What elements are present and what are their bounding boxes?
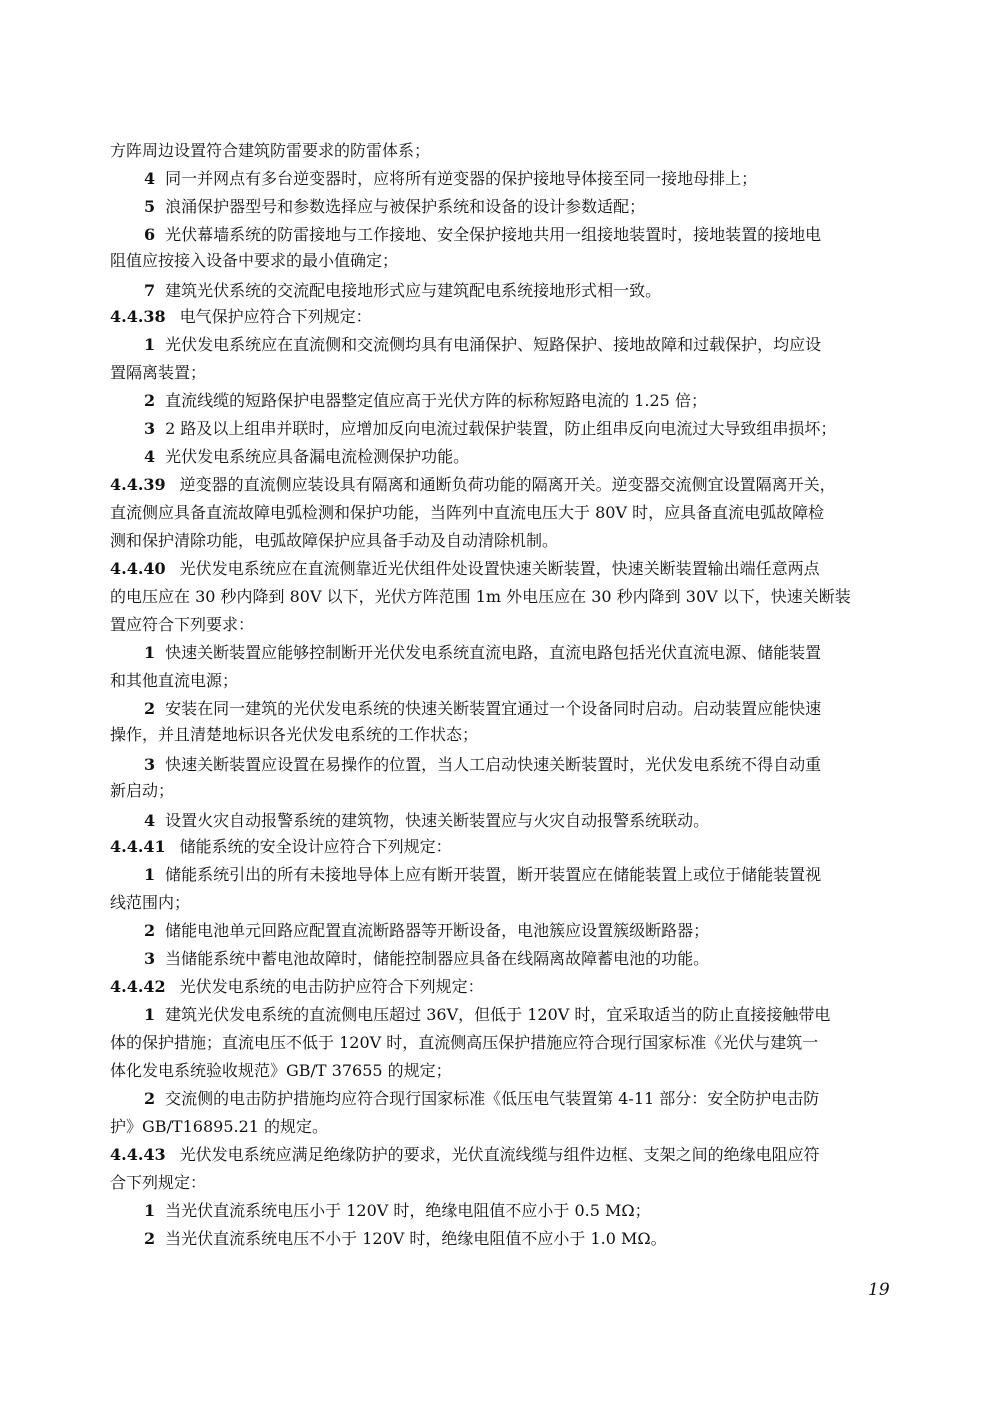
line-text: 当光伏直流系统电压不小于 120V 时，绝缘电阻值不应小于 1.0 MΩ。 — [165, 1229, 667, 1248]
text-line — [144, 643, 821, 663]
line-text: 快速关断装置应设置在易操作的位置，当人工启动快速关断装置时，光伏发电系统不得自动重 — [165, 755, 822, 774]
line-text: 储能电池单元回路应配置直流断路器等开断设备，电池簇应设置簇级断路器； — [165, 921, 710, 940]
item-number: 1 — [144, 643, 156, 662]
line-text: 直流侧应具备直流故障电弧检测和保护功能，当阵列中直流电压大于 80V 时，应具备直流电弧故障检 — [110, 503, 825, 522]
text-line — [144, 699, 821, 719]
text-line — [144, 169, 757, 189]
text-line — [110, 615, 254, 635]
text-line — [110, 475, 836, 495]
text-line — [110, 587, 851, 607]
line-text: 护》GB/T16895.21 的规定。 — [110, 1117, 329, 1136]
line-text: 快速关断装置应能够控制断开光伏发电系统直流电路，直流电路包括光伏直流电源、储能装置 — [165, 643, 822, 662]
text-line — [110, 503, 824, 523]
item-number: 1 — [144, 335, 156, 354]
line-text: 新启动； — [110, 781, 175, 800]
line-text: 电气保护应符合下列规定： — [179, 307, 372, 326]
text-line — [144, 197, 645, 217]
text-line — [110, 781, 174, 801]
text-line — [144, 447, 469, 467]
text-line — [110, 671, 238, 691]
text-line — [110, 977, 484, 997]
text-line — [144, 921, 709, 941]
item-number: 6 — [144, 225, 156, 244]
text-line — [110, 307, 372, 327]
text-line — [110, 363, 206, 383]
item-number: 7 — [144, 281, 156, 300]
line-text: 置隔离装置； — [110, 363, 207, 382]
item-number: 4 — [144, 811, 156, 830]
item-number: 2 — [144, 699, 156, 718]
line-text: 当光伏直流系统电压小于 120V 时，绝缘电阻值不应小于 0.5 MΩ； — [165, 1201, 651, 1220]
text-line — [110, 531, 558, 551]
text-line — [144, 1089, 819, 1109]
clause-number: 4.4.41 — [110, 837, 166, 856]
text-line — [144, 1005, 830, 1025]
text-line — [144, 391, 707, 411]
text-line — [144, 335, 821, 355]
line-text: 置应符合下列要求： — [110, 615, 255, 634]
line-text: 同一并网点有多台逆变器时，应将所有逆变器的保护接地导体接至同一接地母排上； — [165, 169, 758, 188]
item-number: 1 — [144, 1005, 156, 1024]
line-text: 操作，并且清楚地标识各光伏发电系统的工作状态； — [110, 725, 479, 744]
line-text: 测和保护清除功能，电弧故障保护应具备手动及自动清除机制。 — [110, 531, 559, 550]
text-line — [110, 837, 452, 857]
line-text: 和其他直流电源； — [110, 671, 239, 690]
item-number: 5 — [144, 197, 156, 216]
line-text: 2 路及以上组串并联时，应增加反向电流过载保护装置，防止组串反向电流过大导致组串损坏； — [165, 419, 837, 438]
item-number: 2 — [144, 1089, 156, 1108]
line-text: 光伏发电系统应在直流侧靠近光伏组件处设置快速关断装置，快速关断装置输出端任意两点 — [179, 559, 820, 578]
clause-number: 4.4.42 — [110, 977, 166, 996]
text-line — [144, 419, 836, 439]
text-line — [144, 281, 661, 301]
text-line — [110, 1061, 452, 1081]
text-line — [110, 251, 398, 271]
item-number: 1 — [144, 865, 156, 884]
line-text: 浪涌保护器型号和参数选择应与被保护系统和设备的设计参数适配； — [165, 197, 646, 216]
text-line — [110, 141, 430, 161]
line-text: 体的保护措施；直流电压不低于 120V 时，直流侧高压保护措施应符合现行国家标准《光伏与建筑一 — [110, 1033, 819, 1052]
text-line — [144, 811, 709, 831]
text-line — [144, 755, 821, 775]
line-text: 阻值应按接入设备中要求的最小值确定； — [110, 251, 399, 270]
text-line — [144, 865, 821, 885]
text-line — [110, 559, 820, 579]
text-line — [110, 1145, 820, 1165]
text-line — [110, 1173, 206, 1193]
text-line — [110, 1033, 818, 1053]
clause-number: 4.4.43 — [110, 1145, 166, 1164]
text-line — [110, 1117, 328, 1137]
line-text: 直流线缆的短路保护电器整定值应高于光伏方阵的标称短路电流的 1.25 倍； — [165, 391, 707, 410]
item-number: 2 — [144, 1229, 156, 1248]
line-text: 安装在同一建筑的光伏发电系统的快速关断装置宜通过一个设备同时启动。启动装置应能快速 — [165, 699, 822, 718]
item-number: 1 — [144, 1201, 156, 1220]
line-text: 光伏发电系统应满足绝缘防护的要求，光伏直流线缆与组件边框、支架之间的绝缘电阻应符 — [179, 1145, 820, 1164]
line-text: 光伏幕墙系统的防雷接地与工作接地、安全保护接地共用一组接地装置时，接地装置的接地电 — [165, 225, 822, 244]
line-text: 储能系统引出的所有未接地导体上应有断开装置，断开装置应在储能装置上或位于储能装置视 — [165, 865, 822, 884]
line-text: 逆变器的直流侧应装设具有隔离和通断负荷功能的隔离开关。逆变器交流侧宜设置隔离开关， — [179, 475, 836, 494]
line-text: 体化发电系统验收规范》GB/T 37655 的规定； — [110, 1061, 452, 1080]
item-number: 3 — [144, 419, 156, 438]
line-text: 储能系统的安全设计应符合下列规定： — [179, 837, 452, 856]
text-line — [110, 725, 478, 745]
clause-number: 4.4.38 — [110, 307, 166, 326]
line-text: 当储能系统中蓄电池故障时，储能控制器应具备在线隔离故障蓄电池的功能。 — [165, 949, 710, 968]
text-line — [144, 1229, 667, 1249]
line-text: 合下列规定： — [110, 1173, 207, 1192]
line-text: 设置火灾自动报警系统的建筑物，快速关断装置应与火灾自动报警系统联动。 — [165, 811, 710, 830]
line-text: 建筑光伏系统的交流配电接地形式应与建筑配电系统接地形式相一致。 — [165, 281, 662, 300]
item-number: 4 — [144, 447, 156, 466]
clause-number: 4.4.40 — [110, 559, 166, 578]
text-line — [110, 893, 190, 913]
item-number: 2 — [144, 921, 156, 940]
line-text: 的电压应在 30 秒内降到 80V 以下，光伏方阵范围 1m 外电压应在 30 秒内降到 30V 以下，快速关断装 — [110, 587, 851, 606]
text-line — [144, 225, 821, 245]
item-number: 4 — [144, 169, 156, 188]
item-number: 3 — [144, 755, 156, 774]
line-text: 光伏发电系统应在直流侧和交流侧均具有电涌保护、短路保护、接地故障和过载保护，均应设 — [165, 335, 822, 354]
line-text: 线范围内； — [110, 893, 191, 912]
clause-number: 4.4.39 — [110, 475, 166, 494]
line-text: 交流侧的电击防护措施均应符合现行国家标准《低压电气装置第 4-11 部分：安全防护电击防 — [165, 1089, 820, 1108]
line-text: 方阵周边设置符合建筑防雷要求的防雷体系； — [110, 141, 431, 160]
line-text: 建筑光伏发电系统的直流侧电压超过 36V，但低于 120V 时，宜采取适当的防止直接接触带电 — [165, 1005, 831, 1024]
page-number: 19 — [868, 1280, 890, 1300]
line-text: 光伏发电系统的电击防护应符合下列规定： — [179, 977, 484, 996]
item-number: 3 — [144, 949, 156, 968]
item-number: 2 — [144, 391, 156, 410]
text-line — [144, 949, 709, 969]
text-line — [144, 1201, 651, 1221]
line-text: 光伏发电系统应具备漏电流检测保护功能。 — [165, 447, 470, 466]
